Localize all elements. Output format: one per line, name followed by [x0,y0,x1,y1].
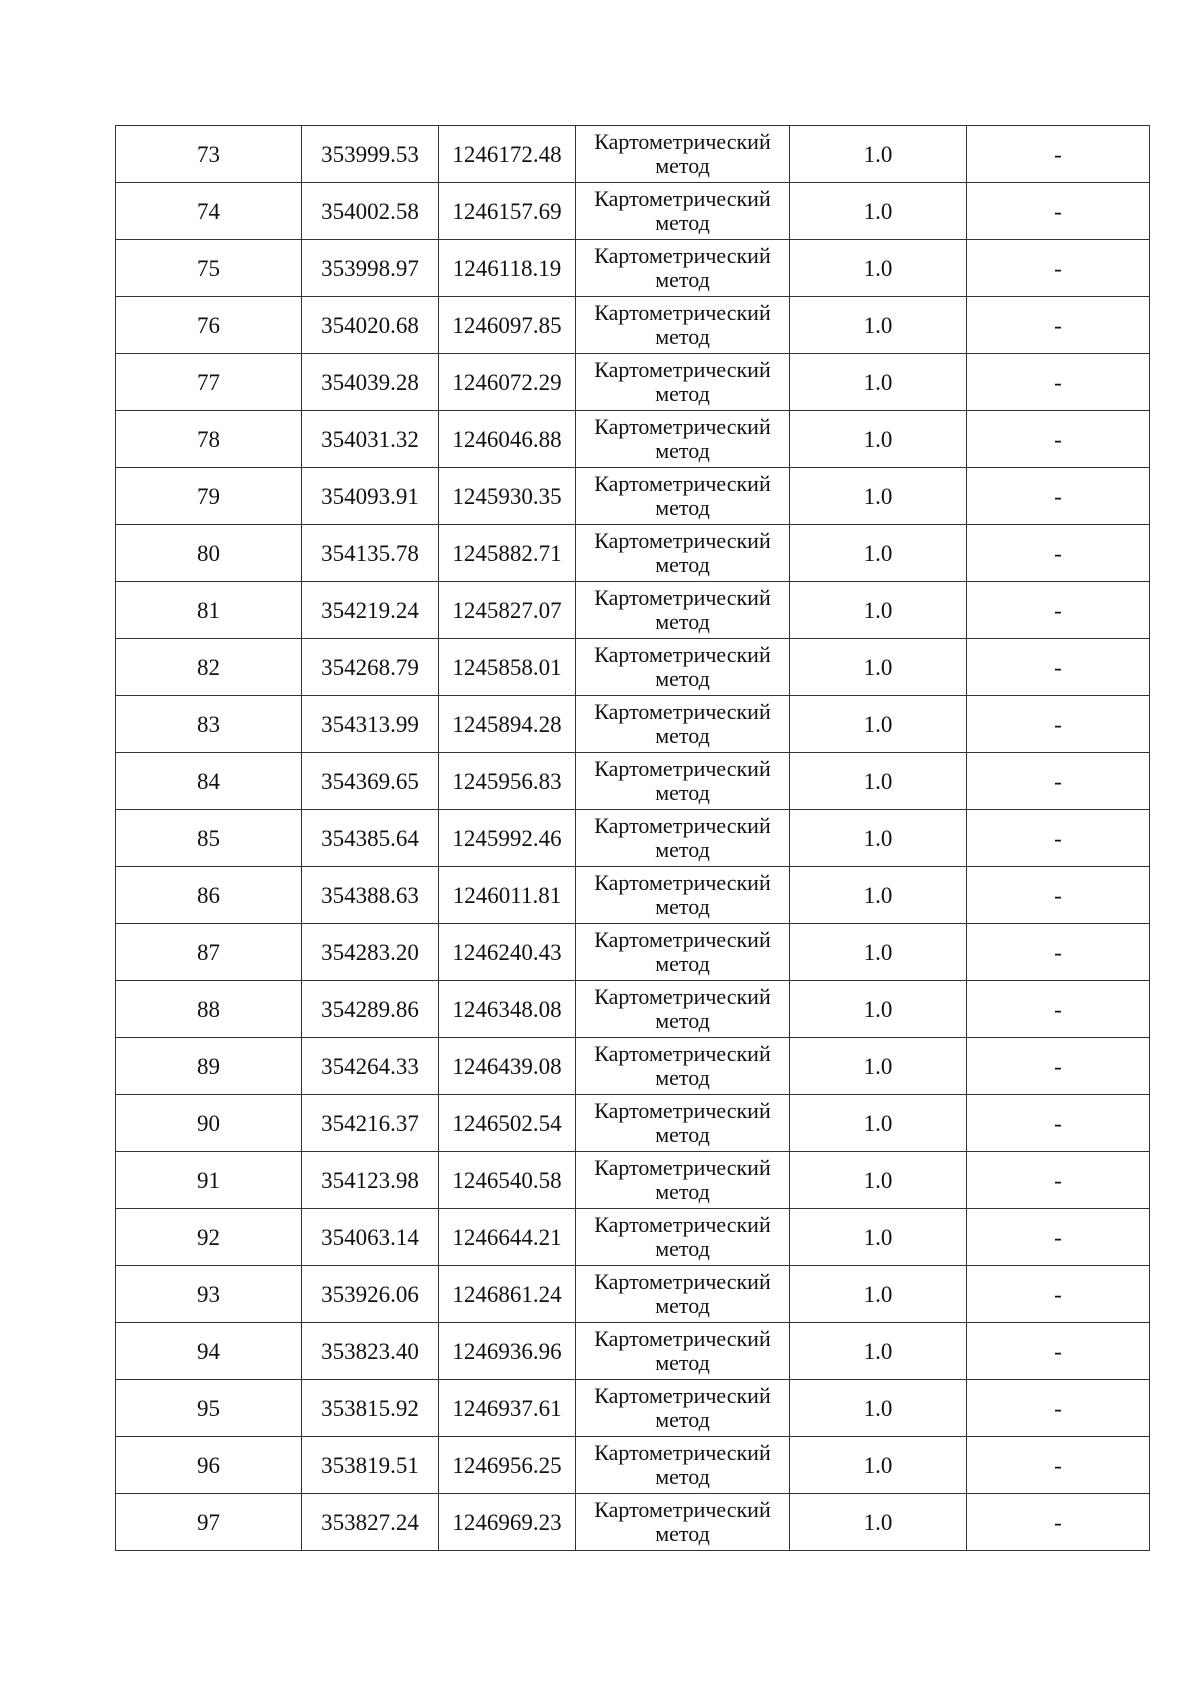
point-number-cell: 78 [116,411,302,468]
point-number-cell: 76 [116,297,302,354]
method-cell [576,582,790,639]
method-line-2: метод [655,267,710,292]
y-coordinate-cell: 1246936.96 [439,1323,576,1380]
accuracy-cell: 1.0 [790,810,967,867]
point-number-cell: 86 [116,867,302,924]
point-number-cell: 87 [116,924,302,981]
method-cell [576,1437,790,1494]
method-line-2: метод [655,1179,710,1204]
accuracy-cell: 1.0 [790,1380,967,1437]
y-coordinate-cell: 1246011.81 [439,867,576,924]
table-row [116,1095,1150,1152]
accuracy-cell: 1.0 [790,1152,967,1209]
accuracy-cell: 1.0 [790,411,967,468]
note-cell: - [967,1152,1150,1209]
note-cell: - [967,1437,1150,1494]
method-line-2: метод [655,1350,710,1375]
point-number-cell: 83 [116,696,302,753]
method-line-2: метод [655,324,710,349]
x-coordinate-cell: 354031.32 [302,411,439,468]
method-line-1: Картометрический [594,471,771,497]
x-coordinate-cell: 354135.78 [302,525,439,582]
note-cell: - [967,240,1150,297]
table-row [116,297,1150,354]
method-line-1: Картометрический [594,870,771,896]
accuracy-cell: 1.0 [790,867,967,924]
point-number-cell: 93 [116,1266,302,1323]
note-cell: - [967,639,1150,696]
table-row [116,1266,1150,1323]
point-number-cell: 95 [116,1380,302,1437]
method-line-1: Картометрический [594,300,771,326]
y-coordinate-cell: 1245930.35 [439,468,576,525]
x-coordinate-cell: 353999.53 [302,126,439,183]
point-number-cell: 88 [116,981,302,1038]
note-cell: - [967,582,1150,639]
table-row [116,981,1150,1038]
accuracy-cell: 1.0 [790,1437,967,1494]
table-row [116,1494,1150,1551]
y-coordinate-cell: 1246969.23 [439,1494,576,1551]
x-coordinate-cell: 353827.24 [302,1494,439,1551]
table-row [116,1152,1150,1209]
method-line-1: Картометрический [594,1098,771,1124]
note-cell: - [967,981,1150,1038]
y-coordinate-cell: 1245956.83 [439,753,576,810]
x-coordinate-cell: 354216.37 [302,1095,439,1152]
method-line-2: метод [655,381,710,406]
note-cell: - [967,867,1150,924]
method-cell [576,297,790,354]
method-line-1: Картометрический [594,1155,771,1181]
x-coordinate-cell: 354123.98 [302,1152,439,1209]
y-coordinate-cell: 1245827.07 [439,582,576,639]
method-line-1: Картометрический [594,813,771,839]
table-row [116,1209,1150,1266]
x-coordinate-cell: 353998.97 [302,240,439,297]
accuracy-cell: 1.0 [790,1266,967,1323]
table-row [116,354,1150,411]
table-row [116,1323,1150,1380]
point-number-cell: 91 [116,1152,302,1209]
x-coordinate-cell: 354020.68 [302,297,439,354]
method-cell [576,753,790,810]
table-row [116,639,1150,696]
method-line-2: метод [655,1521,710,1546]
method-line-1: Картометрический [594,699,771,725]
method-cell [576,468,790,525]
method-cell [576,810,790,867]
method-line-2: метод [655,552,710,577]
method-line-2: метод [655,1236,710,1261]
accuracy-cell: 1.0 [790,1095,967,1152]
point-number-cell: 90 [116,1095,302,1152]
accuracy-cell: 1.0 [790,354,967,411]
y-coordinate-cell: 1245858.01 [439,639,576,696]
table-row [116,240,1150,297]
note-cell: - [967,810,1150,867]
x-coordinate-cell: 354002.58 [302,183,439,240]
method-line-1: Картометрический [594,756,771,782]
table-row [116,867,1150,924]
method-line-1: Картометрический [594,585,771,611]
method-line-2: метод [655,438,710,463]
method-line-1: Картометрический [594,984,771,1010]
method-line-1: Картометрический [594,528,771,554]
y-coordinate-cell: 1246540.58 [439,1152,576,1209]
table-row [116,810,1150,867]
method-line-1: Картометрический [594,1497,771,1523]
y-coordinate-cell: 1246956.25 [439,1437,576,1494]
method-line-1: Картометрический [594,186,771,212]
x-coordinate-cell: 354369.65 [302,753,439,810]
accuracy-cell: 1.0 [790,183,967,240]
accuracy-cell: 1.0 [790,639,967,696]
method-cell [576,1209,790,1266]
method-line-2: метод [655,780,710,805]
accuracy-cell: 1.0 [790,753,967,810]
y-coordinate-cell: 1245882.71 [439,525,576,582]
note-cell: - [967,753,1150,810]
method-line-2: метод [655,153,710,178]
method-cell [576,1038,790,1095]
method-line-2: метод [655,609,710,634]
method-cell [576,981,790,1038]
point-number-cell: 79 [116,468,302,525]
note-cell: - [967,183,1150,240]
table-row [116,582,1150,639]
accuracy-cell: 1.0 [790,240,967,297]
y-coordinate-cell: 1246072.29 [439,354,576,411]
x-coordinate-cell: 354039.28 [302,354,439,411]
method-cell [576,1152,790,1209]
table-row [116,1437,1150,1494]
method-cell [576,867,790,924]
y-coordinate-cell: 1246644.21 [439,1209,576,1266]
y-coordinate-cell: 1246157.69 [439,183,576,240]
method-cell [576,1266,790,1323]
note-cell: - [967,1209,1150,1266]
y-coordinate-cell: 1246439.08 [439,1038,576,1095]
note-cell: - [967,1038,1150,1095]
accuracy-cell: 1.0 [790,1209,967,1266]
y-coordinate-cell: 1246240.43 [439,924,576,981]
note-cell: - [967,1266,1150,1323]
method-line-2: метод [655,1065,710,1090]
method-line-2: метод [655,1122,710,1147]
method-line-2: метод [655,1464,710,1489]
point-number-cell: 89 [116,1038,302,1095]
note-cell: - [967,525,1150,582]
y-coordinate-cell: 1246502.54 [439,1095,576,1152]
method-line-2: метод [655,1008,710,1033]
note-cell: - [967,696,1150,753]
y-coordinate-cell: 1246097.85 [439,297,576,354]
method-cell [576,525,790,582]
method-line-2: метод [655,1293,710,1318]
note-cell: - [967,354,1150,411]
table-row [116,183,1150,240]
point-number-cell: 73 [116,126,302,183]
method-cell [576,240,790,297]
method-line-1: Картометрический [594,1383,771,1409]
coordinates-table [115,125,1150,1551]
accuracy-cell: 1.0 [790,582,967,639]
point-number-cell: 82 [116,639,302,696]
method-line-1: Картометрический [594,129,771,155]
x-coordinate-cell: 354093.91 [302,468,439,525]
x-coordinate-cell: 354388.63 [302,867,439,924]
table-row [116,924,1150,981]
note-cell: - [967,924,1150,981]
method-line-1: Картометрический [594,357,771,383]
method-line-2: метод [655,951,710,976]
table-row [116,1380,1150,1437]
y-coordinate-cell: 1246937.61 [439,1380,576,1437]
method-cell [576,183,790,240]
x-coordinate-cell: 353926.06 [302,1266,439,1323]
y-coordinate-cell: 1246348.08 [439,981,576,1038]
method-cell [576,354,790,411]
accuracy-cell: 1.0 [790,1494,967,1551]
point-number-cell: 97 [116,1494,302,1551]
point-number-cell: 74 [116,183,302,240]
accuracy-cell: 1.0 [790,525,967,582]
method-line-2: метод [655,210,710,235]
y-coordinate-cell: 1246861.24 [439,1266,576,1323]
method-cell [576,924,790,981]
method-line-2: метод [655,495,710,520]
method-line-1: Картометрический [594,414,771,440]
method-line-1: Картометрический [594,243,771,269]
x-coordinate-cell: 354264.33 [302,1038,439,1095]
table-row [116,126,1150,183]
method-line-2: метод [655,894,710,919]
accuracy-cell: 1.0 [790,981,967,1038]
point-number-cell: 94 [116,1323,302,1380]
method-line-2: метод [655,1407,710,1432]
method-cell [576,1494,790,1551]
note-cell: - [967,1095,1150,1152]
accuracy-cell: 1.0 [790,1038,967,1095]
table-row [116,525,1150,582]
table-row [116,411,1150,468]
x-coordinate-cell: 354268.79 [302,639,439,696]
note-cell: - [967,1380,1150,1437]
y-coordinate-cell: 1245894.28 [439,696,576,753]
method-line-1: Картометрический [594,1440,771,1466]
note-cell: - [967,297,1150,354]
accuracy-cell: 1.0 [790,126,967,183]
method-cell [576,126,790,183]
table-row [116,696,1150,753]
point-number-cell: 77 [116,354,302,411]
point-number-cell: 85 [116,810,302,867]
note-cell: - [967,1323,1150,1380]
method-line-1: Картометрический [594,1212,771,1238]
note-cell: - [967,411,1150,468]
y-coordinate-cell: 1246046.88 [439,411,576,468]
method-cell [576,1380,790,1437]
method-cell [576,639,790,696]
accuracy-cell: 1.0 [790,696,967,753]
x-coordinate-cell: 353823.40 [302,1323,439,1380]
accuracy-cell: 1.0 [790,468,967,525]
note-cell: - [967,1494,1150,1551]
method-line-1: Картометрический [594,642,771,668]
method-line-1: Картометрический [594,1269,771,1295]
method-line-2: метод [655,837,710,862]
point-number-cell: 84 [116,753,302,810]
accuracy-cell: 1.0 [790,924,967,981]
method-cell [576,1095,790,1152]
x-coordinate-cell: 354385.64 [302,810,439,867]
method-line-1: Картометрический [594,1041,771,1067]
y-coordinate-cell: 1246172.48 [439,126,576,183]
table-row [116,468,1150,525]
x-coordinate-cell: 354289.86 [302,981,439,1038]
method-cell [576,696,790,753]
x-coordinate-cell: 353815.92 [302,1380,439,1437]
point-number-cell: 75 [116,240,302,297]
point-number-cell: 92 [116,1209,302,1266]
y-coordinate-cell: 1245992.46 [439,810,576,867]
x-coordinate-cell: 354219.24 [302,582,439,639]
y-coordinate-cell: 1246118.19 [439,240,576,297]
coordinates-table-body [116,126,1150,1551]
accuracy-cell: 1.0 [790,1323,967,1380]
x-coordinate-cell: 353819.51 [302,1437,439,1494]
point-number-cell: 81 [116,582,302,639]
table-row [116,1038,1150,1095]
x-coordinate-cell: 354063.14 [302,1209,439,1266]
point-number-cell: 80 [116,525,302,582]
method-line-2: метод [655,723,710,748]
x-coordinate-cell: 354313.99 [302,696,439,753]
method-line-1: Картометрический [594,927,771,953]
method-line-2: метод [655,666,710,691]
table-row [116,753,1150,810]
note-cell: - [967,126,1150,183]
method-cell [576,1323,790,1380]
point-number-cell: 96 [116,1437,302,1494]
method-cell [576,411,790,468]
accuracy-cell: 1.0 [790,297,967,354]
x-coordinate-cell: 354283.20 [302,924,439,981]
note-cell: - [967,468,1150,525]
method-line-1: Картометрический [594,1326,771,1352]
